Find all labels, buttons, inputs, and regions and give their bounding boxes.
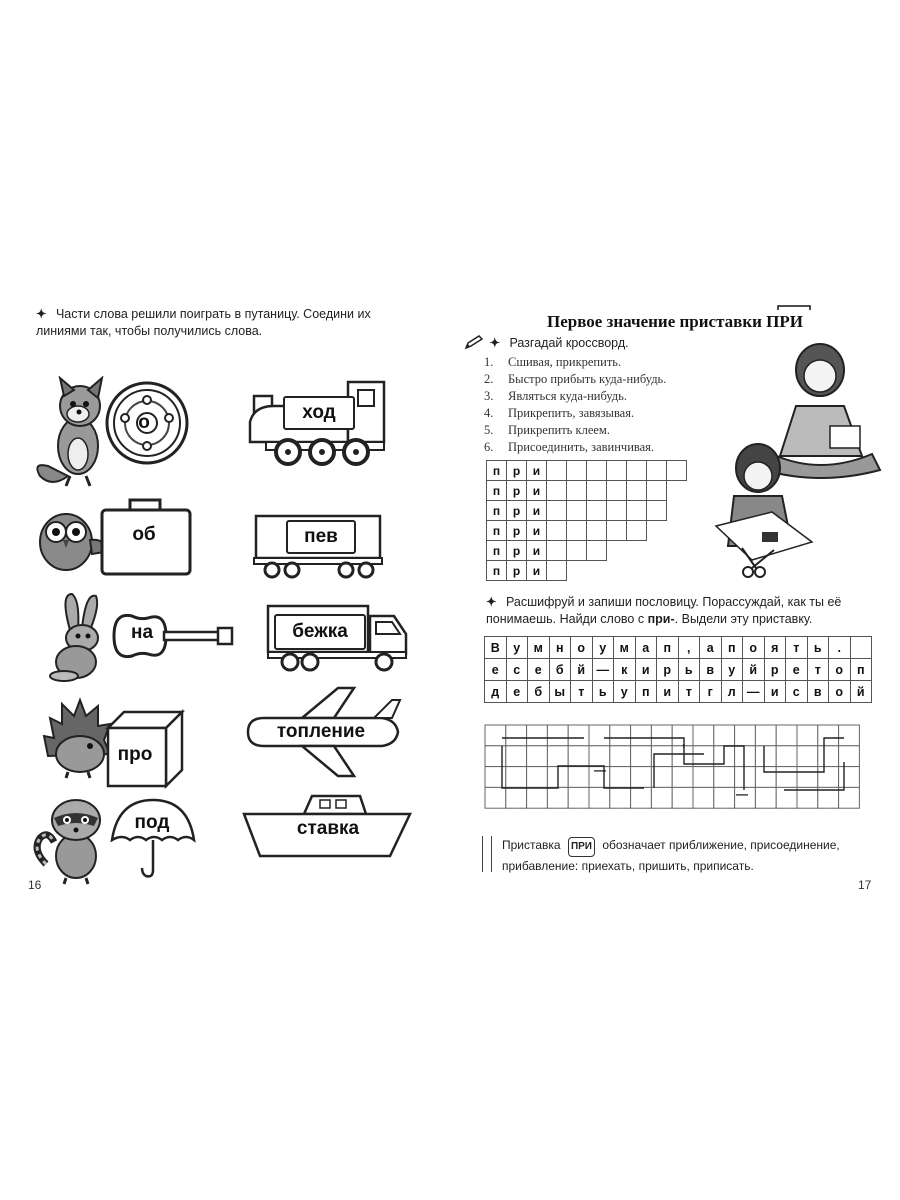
path-cell xyxy=(610,767,631,788)
path-cell xyxy=(631,787,652,808)
path-cell xyxy=(755,787,776,808)
prefix-mark-icon xyxy=(776,304,812,312)
cipher-row xyxy=(485,637,872,659)
crossword-cell[interactable]: р xyxy=(507,481,527,501)
crossword-cell[interactable] xyxy=(587,541,607,561)
cipher-cell: б xyxy=(528,681,550,703)
path-cell xyxy=(568,767,589,788)
rule-box xyxy=(482,836,872,875)
cipher-cell: В xyxy=(485,637,507,659)
crossword-cell[interactable]: п xyxy=(487,501,507,521)
path-cell xyxy=(672,767,693,788)
rule-word: Приставка xyxy=(502,838,561,852)
crossword-cell[interactable]: р xyxy=(507,461,527,481)
fox-icon xyxy=(30,376,110,488)
crossword-cell[interactable]: и xyxy=(527,541,547,561)
cipher-cell: я xyxy=(764,637,786,659)
raccoon-icon xyxy=(30,790,114,886)
rule-bars xyxy=(482,836,492,872)
path-cell xyxy=(735,746,756,767)
crossword-cell[interactable] xyxy=(547,461,567,481)
path-cell xyxy=(610,746,631,767)
rule-text: обозначает приближение, присоединение, прибавление: xyxy=(502,838,840,873)
clue-item: 6. Присоединить, завинчивая. xyxy=(484,440,655,454)
path-cell xyxy=(651,725,672,746)
crossword-cell[interactable] xyxy=(647,481,667,501)
crossword-cell[interactable]: р xyxy=(507,561,527,581)
path-cell xyxy=(506,746,527,767)
cipher-cell xyxy=(850,637,872,659)
path-cell xyxy=(547,725,568,746)
crossword-cell[interactable]: р xyxy=(507,541,527,561)
cipher-cell: в xyxy=(807,681,829,703)
children-crafting-icon xyxy=(712,336,892,586)
path-cell xyxy=(485,725,506,746)
cipher-cell: л xyxy=(721,681,743,703)
right-word-toplenie: топление xyxy=(276,721,366,742)
path-cell xyxy=(693,767,714,788)
clue-list xyxy=(484,354,666,456)
cipher-cell: ь xyxy=(592,681,614,703)
cipher-cell: и xyxy=(635,659,657,681)
left-instruction xyxy=(36,306,416,340)
crossword-cell[interactable] xyxy=(587,481,607,501)
crossword-cell[interactable] xyxy=(547,541,567,561)
path-mark: — xyxy=(594,763,606,777)
path-cell xyxy=(839,746,860,767)
bullet-icon: ✦ xyxy=(489,336,500,350)
cipher-cell: у xyxy=(614,681,636,703)
crossword-cell[interactable] xyxy=(607,481,627,501)
left-word-o: о xyxy=(138,412,150,433)
cipher-cell: е xyxy=(528,659,550,681)
crossword-cell[interactable]: и xyxy=(527,461,547,481)
path-cell xyxy=(651,787,672,808)
cipher-cell: е xyxy=(485,659,507,681)
path-mark: , xyxy=(682,735,686,749)
path-cell xyxy=(776,725,797,746)
cipher-cell: а xyxy=(635,637,657,659)
cipher-cell: й xyxy=(743,659,765,681)
cipher-cell: п xyxy=(635,681,657,703)
path-cell xyxy=(714,787,735,808)
path-cell xyxy=(776,746,797,767)
crossword-cell[interactable] xyxy=(547,521,567,541)
path-cell xyxy=(755,746,776,767)
cipher-cell: м xyxy=(614,637,636,659)
right-word-bezhka: бежка xyxy=(274,614,366,650)
cipher-grid xyxy=(484,636,872,703)
clue-item: 4. Прикрепить, завязывая. xyxy=(484,406,635,420)
cipher-cell: т xyxy=(678,681,700,703)
path-cell xyxy=(839,725,860,746)
path-cell xyxy=(527,746,548,767)
crossword-cell[interactable] xyxy=(587,501,607,521)
crossword-cell[interactable] xyxy=(607,501,627,521)
crossword-instruction-text: Разгадай кроссворд. xyxy=(509,336,629,350)
cipher-cell: ы xyxy=(549,681,571,703)
cipher-cell: п xyxy=(657,637,679,659)
cipher-cell: р xyxy=(764,659,786,681)
bullet-icon: ✦ xyxy=(36,307,47,321)
cipher-cell: ь xyxy=(678,659,700,681)
clue-item: 5. Прикрепить клеем. xyxy=(484,423,610,437)
path-cell xyxy=(589,725,610,746)
cipher-cell: и xyxy=(657,681,679,703)
crossword-cell[interactable]: и xyxy=(527,501,547,521)
cipher-row xyxy=(485,681,872,703)
crossword-cell[interactable] xyxy=(647,461,667,481)
crossword-cell[interactable] xyxy=(587,521,607,541)
clue-item: 2. Быстро прибыть куда-нибудь. xyxy=(484,372,667,386)
cipher-cell: у xyxy=(721,659,743,681)
crossword-cell[interactable] xyxy=(627,501,647,521)
cipher-cell: — xyxy=(743,681,765,703)
right-word-hod: ход xyxy=(283,396,355,430)
crossword-cell[interactable] xyxy=(547,561,567,581)
path-cell xyxy=(693,725,714,746)
crossword-cell[interactable]: р xyxy=(507,501,527,521)
crossword-cell[interactable]: п xyxy=(487,461,507,481)
path-cell xyxy=(631,725,652,746)
path-cell xyxy=(568,725,589,746)
path-cell xyxy=(797,746,818,767)
clue-item: 3. Являться куда-нибудь. xyxy=(484,389,627,403)
crossword-cell[interactable]: п xyxy=(487,481,507,501)
crossword-cell[interactable]: п xyxy=(487,561,507,581)
cipher-cell: у xyxy=(592,637,614,659)
path-cell xyxy=(631,746,652,767)
right-word-stavka: ставка xyxy=(296,818,360,839)
path-cell xyxy=(797,725,818,746)
crossword-cell[interactable] xyxy=(567,501,587,521)
path-cell xyxy=(547,746,568,767)
left-word-ob: об xyxy=(112,518,176,552)
path-cell xyxy=(818,746,839,767)
cipher-row xyxy=(485,659,872,681)
cipher-cell: е xyxy=(506,681,528,703)
path-cell xyxy=(818,767,839,788)
cipher-cell: ь xyxy=(807,637,829,659)
path-cell xyxy=(714,725,735,746)
path-cell xyxy=(776,767,797,788)
rule-examples: приехать, пришить, приписать. xyxy=(581,859,754,873)
path-cell xyxy=(714,767,735,788)
crossword-cell[interactable]: и xyxy=(527,561,547,581)
right-page xyxy=(450,0,900,1200)
cipher-cell: т xyxy=(786,637,808,659)
cipher-cell: м xyxy=(528,637,550,659)
path-cell xyxy=(755,725,776,746)
crossword-cell[interactable] xyxy=(647,501,667,521)
cipher-cell: а xyxy=(700,637,722,659)
path-cell xyxy=(672,787,693,808)
path-cell xyxy=(631,767,652,788)
crossword-cell[interactable]: п xyxy=(487,521,507,541)
crossword-cell[interactable] xyxy=(547,501,567,521)
path-cell xyxy=(506,787,527,808)
path-cell xyxy=(527,725,548,746)
crossword-cell[interactable] xyxy=(567,481,587,501)
crossword-instruction xyxy=(464,334,629,352)
path-cell xyxy=(735,725,756,746)
cipher-cell: е xyxy=(786,659,808,681)
left-word-pro: про xyxy=(117,744,153,765)
cipher-cell: и xyxy=(764,681,786,703)
cipher-cell: п xyxy=(850,659,872,681)
path-cell xyxy=(506,767,527,788)
path-cell xyxy=(527,767,548,788)
path-cell xyxy=(839,767,860,788)
crossword-cell[interactable] xyxy=(627,461,647,481)
crossword-cell[interactable] xyxy=(627,521,647,541)
page-number-right: 17 xyxy=(858,878,872,892)
crossword-cell[interactable]: р xyxy=(507,521,527,541)
cipher-cell: п xyxy=(721,637,743,659)
crossword-cell[interactable]: п xyxy=(487,541,507,561)
highlight-prefix: при- xyxy=(647,612,675,626)
left-word-pod: под xyxy=(134,812,170,833)
path-cell xyxy=(568,746,589,767)
crossword-cell[interactable] xyxy=(607,521,627,541)
crossword-cell[interactable]: и xyxy=(527,481,547,501)
crossword-cell[interactable] xyxy=(567,541,587,561)
cipher-cell: у xyxy=(506,637,528,659)
path-cell xyxy=(755,767,776,788)
pencil-icon xyxy=(464,334,486,350)
path-cell xyxy=(589,787,610,808)
crossword-cell[interactable] xyxy=(587,461,607,481)
path-cell xyxy=(693,787,714,808)
cipher-cell: н xyxy=(549,637,571,659)
path-cell xyxy=(506,725,527,746)
crossword-cell[interactable] xyxy=(627,481,647,501)
crossword-cell[interactable] xyxy=(667,461,687,481)
path-cell xyxy=(527,787,548,808)
path-cell xyxy=(547,787,568,808)
cipher-cell: г xyxy=(700,681,722,703)
cipher-instruction: ✦ Расшифруй и запиши пословицу. Порассуждай, как ты её понимаешь. Найди слово с при-. Выдели эту приставку. xyxy=(486,595,842,626)
path-cell xyxy=(797,767,818,788)
cipher-cell: о xyxy=(829,681,851,703)
path-cell xyxy=(735,767,756,788)
bullet-icon: ✦ xyxy=(486,595,497,609)
crossword-cell[interactable] xyxy=(547,481,567,501)
page-title: Первое значение приставки ПРИ xyxy=(546,312,804,331)
right-word-pev: пев xyxy=(286,520,356,554)
cipher-cell: о xyxy=(829,659,851,681)
cipher-cell: о xyxy=(743,637,765,659)
path-cell xyxy=(610,787,631,808)
path-cell xyxy=(818,725,839,746)
crossword-cell[interactable] xyxy=(567,521,587,541)
cipher-cell: й xyxy=(571,659,593,681)
clue-item: 1. Сшивая, прикрепить. xyxy=(484,355,622,369)
pri-tag-icon: ПРИ xyxy=(568,837,595,857)
crossword-cell[interactable] xyxy=(607,461,627,481)
cipher-cell: к xyxy=(614,659,636,681)
cipher-cell: в xyxy=(700,659,722,681)
cipher-cell: т xyxy=(571,681,593,703)
path-cell xyxy=(568,787,589,808)
left-instruction-text: Части слова решили поиграть в путаницу. Соедини их линиями так, чтобы получились слова. xyxy=(36,307,371,338)
cipher-cell: с xyxy=(786,681,808,703)
crossword-cell[interactable] xyxy=(567,461,587,481)
path-cell xyxy=(610,725,631,746)
crossword-cell[interactable]: и xyxy=(527,521,547,541)
cipher-cell: о xyxy=(571,637,593,659)
cipher-cell: й xyxy=(850,681,872,703)
crossword-grid[interactable] xyxy=(486,460,687,581)
path-key-grid xyxy=(484,724,860,810)
cipher-cell: т xyxy=(807,659,829,681)
cipher-cell: р xyxy=(657,659,679,681)
path-mark: — xyxy=(736,787,748,801)
cipher-cell: б xyxy=(549,659,571,681)
cipher-cell: , xyxy=(678,637,700,659)
cipher-cell: д xyxy=(485,681,507,703)
page-number-left: 16 xyxy=(28,878,42,892)
cipher-cell: . xyxy=(829,637,851,659)
left-word-na: на xyxy=(130,622,154,643)
cipher-cell: — xyxy=(592,659,614,681)
path-cell xyxy=(485,787,506,808)
cipher-cell: с xyxy=(506,659,528,681)
